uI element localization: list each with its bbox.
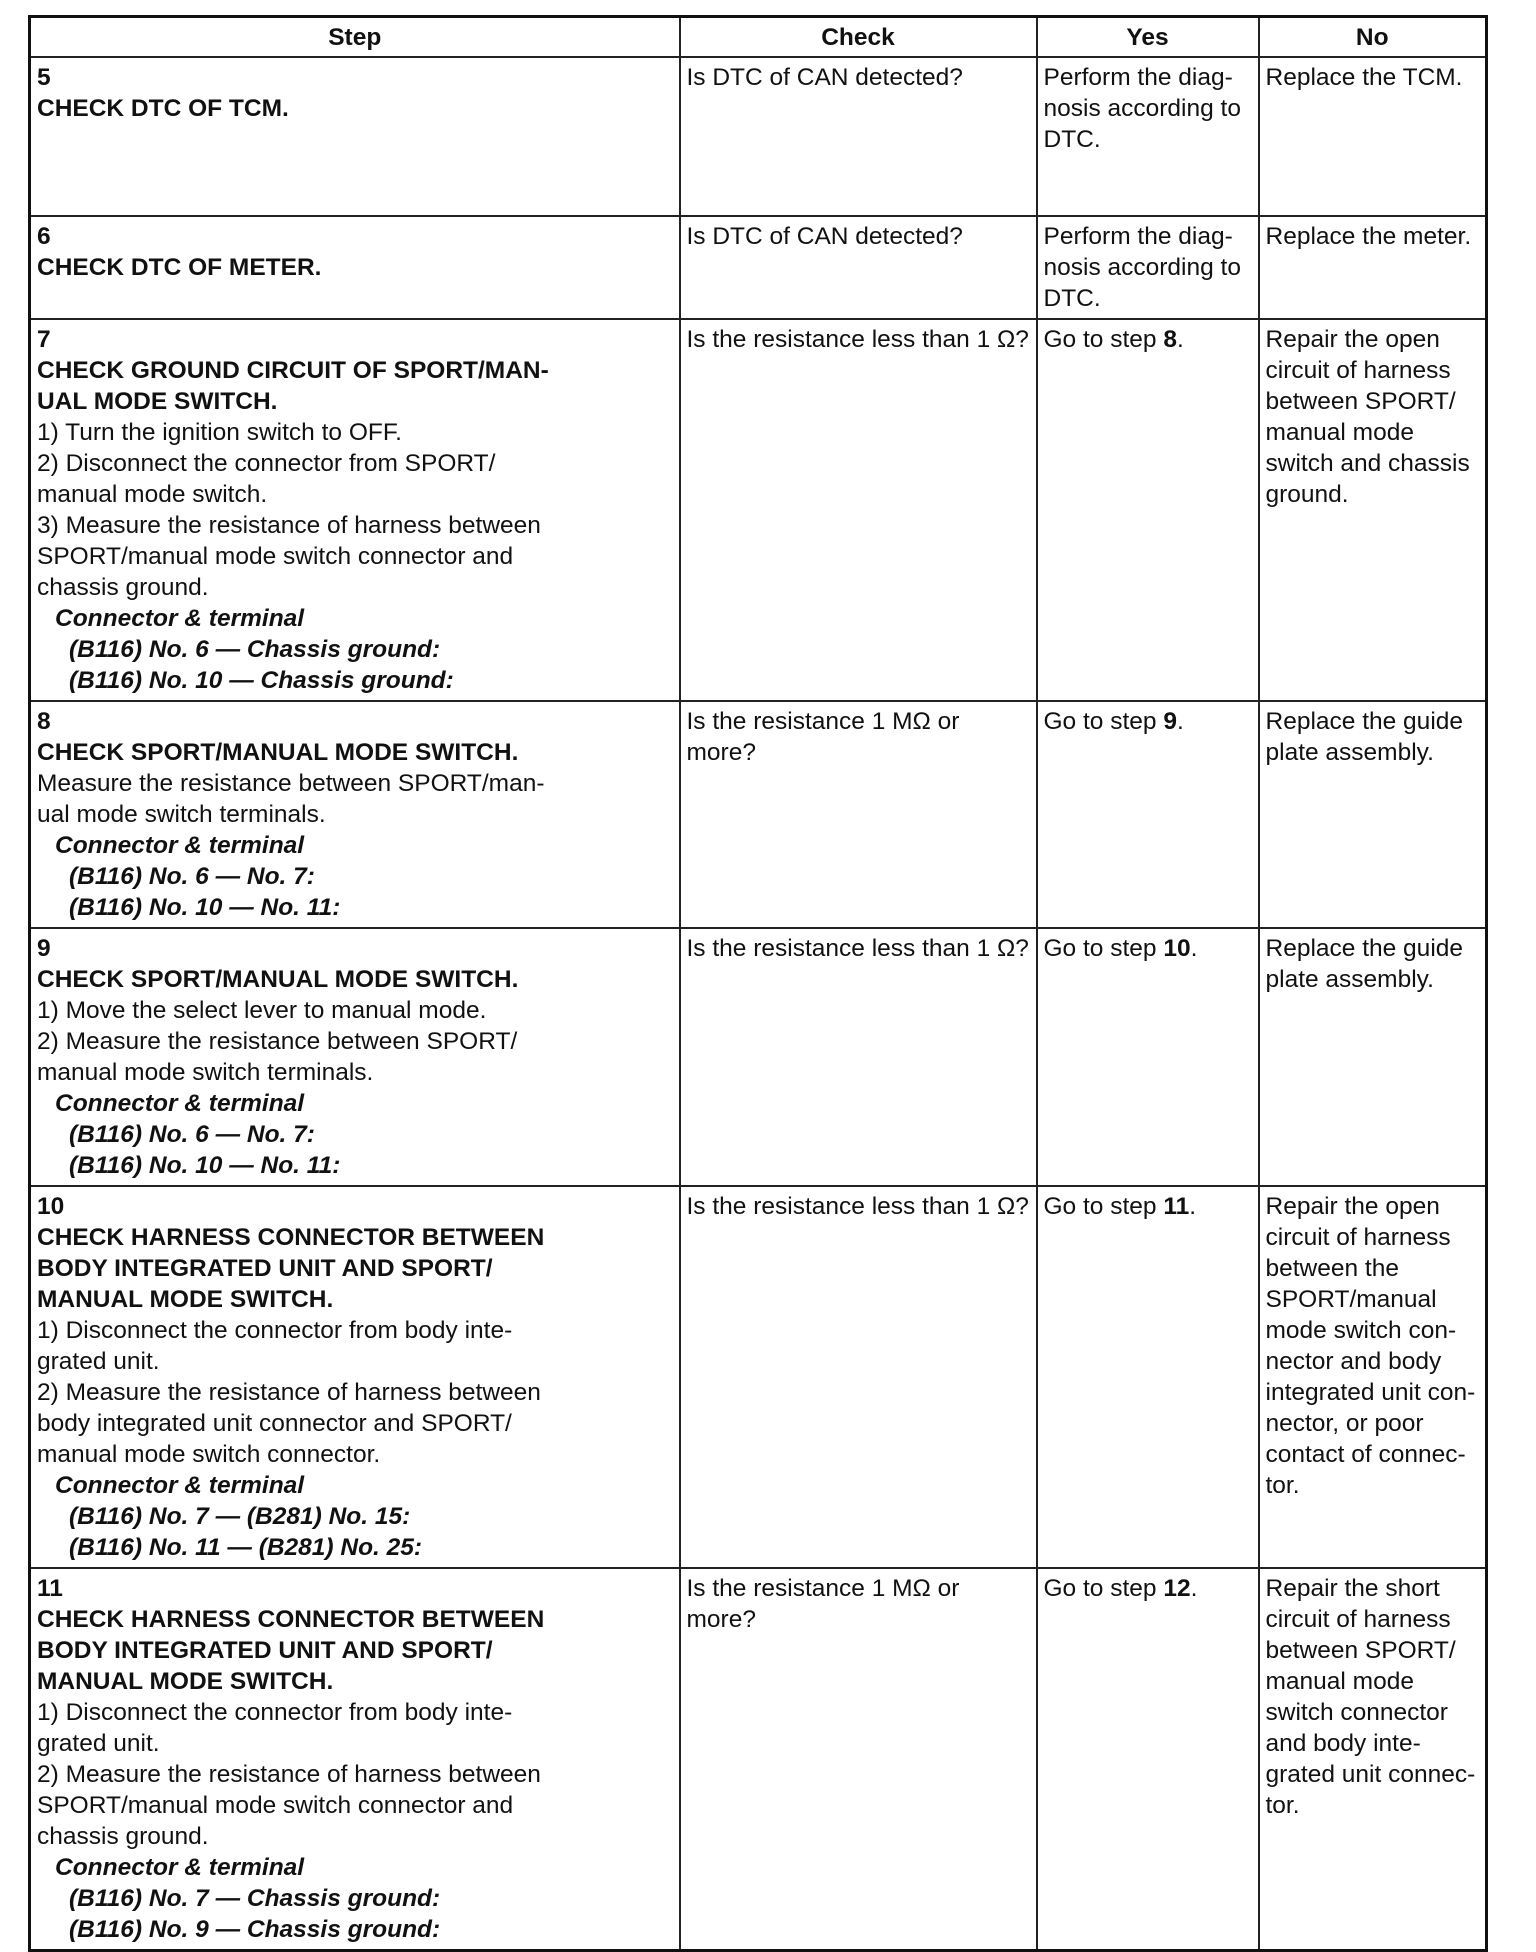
step-instruction: 2) Measure the resistance between SPORT/ manual mode switch terminals. <box>37 1028 518 1086</box>
step-instruction: 1) Move the select lever to manual mode. <box>37 997 487 1024</box>
step-title: CHECK DTC OF TCM. <box>37 95 289 122</box>
no-cell: Repair the open circuit of harness between the SPORT/manual mode switch con-nector and body integrated unit con-nector, or poor contact of connec-tor. <box>1259 1186 1487 1568</box>
yes-step-number: 11 <box>1163 1193 1190 1220</box>
yes-cell: Go to step 9. <box>1037 701 1259 928</box>
step-title: CHECK SPORT/MANUAL MODE SWITCH. <box>37 966 519 993</box>
table-row <box>30 928 1487 1186</box>
yes-text: Go to step <box>1043 708 1164 735</box>
table-row <box>30 57 1487 216</box>
yes-step-number: 12 <box>1163 1575 1191 1602</box>
header-step: Step <box>30 17 680 58</box>
yes-text: Go to step <box>1043 1193 1164 1220</box>
yes-cell: Go to step 11. <box>1037 1186 1259 1568</box>
yes-cell: Perform the diag-nosis according to DTC. <box>1037 57 1259 216</box>
step-instruction: 2) Measure the resistance of harness between SPORT/manual mode switch connector and chassis ground. <box>37 1761 541 1850</box>
step-number: 10 <box>37 1193 65 1220</box>
step-title: CHECK HARNESS CONNECTOR BETWEEN BODY INTEGRATED UNIT AND SPORT/ MANUAL MODE SWITCH. <box>37 1224 545 1313</box>
step-cell <box>30 1186 680 1568</box>
step-instruction: 2) Measure the resistance of harness between body integrated unit connector and SPORT/ manual mode switch connector. <box>37 1379 541 1468</box>
no-cell: Replace the guide plate assembly. <box>1259 928 1487 1186</box>
step-title: CHECK SPORT/MANUAL MODE SWITCH. <box>37 739 519 766</box>
step-number: 11 <box>37 1575 63 1602</box>
check-cell: Is DTC of CAN detected? <box>680 57 1037 216</box>
step-instruction: 1) Turn the ignition switch to OFF. <box>37 419 402 446</box>
step-instruction: 1) Disconnect the connector from body inte-grated unit. <box>37 1317 513 1375</box>
no-cell: Replace the TCM. <box>1259 57 1487 216</box>
connector-terminal: (B116) No. 10 — No. 11: <box>69 1152 341 1179</box>
connector-terminal: (B116) No. 11 — (B281) No. 25: <box>69 1534 423 1561</box>
connector-terminal: (B116) No. 7 — (B281) No. 15: <box>69 1503 411 1530</box>
yes-text: Go to step <box>1043 326 1164 353</box>
step-cell <box>30 701 680 928</box>
connector-heading: Connector & terminal <box>55 1090 305 1117</box>
yes-cell: Perform the diag-nosis according to DTC. <box>1037 216 1259 319</box>
yes-step-number: 9 <box>1163 708 1177 735</box>
diagnostic-table <box>28 15 1488 1952</box>
table-row <box>30 1568 1487 1951</box>
connector-terminal: (B116) No. 7 — Chassis ground: <box>69 1885 441 1912</box>
step-cell <box>30 928 680 1186</box>
step-instruction: 2) Disconnect the connector from SPORT/ manual mode switch. <box>37 450 496 508</box>
connector-heading: Connector & terminal <box>55 1472 305 1499</box>
connector-heading: Connector & terminal <box>55 605 305 632</box>
step-cell <box>30 216 680 319</box>
check-cell: Is the resistance less than 1 Ω? <box>680 319 1037 701</box>
connector-terminal: (B116) No. 6 — No. 7: <box>69 1121 315 1148</box>
step-number: 8 <box>37 708 51 735</box>
check-cell: Is the resistance 1 MΩ or more? <box>680 701 1037 928</box>
header-row <box>30 17 1487 58</box>
connector-heading: Connector & terminal <box>55 1854 305 1881</box>
header-check: Check <box>680 17 1037 58</box>
check-cell: Is the resistance 1 MΩ or more? <box>680 1568 1037 1951</box>
step-instruction: Measure the resistance between SPORT/man-ual mode switch terminals. <box>37 770 545 828</box>
check-cell: Is the resistance less than 1 Ω? <box>680 1186 1037 1568</box>
step-title: CHECK GROUND CIRCUIT OF SPORT/MAN-UAL MODE SWITCH. <box>37 357 549 415</box>
connector-terminal: (B116) No. 6 — No. 7: <box>69 863 315 890</box>
yes-text: Go to step <box>1043 1575 1164 1602</box>
table-row <box>30 701 1487 928</box>
connector-terminal: (B116) No. 10 — No. 11: <box>69 894 341 921</box>
header-no: No <box>1259 17 1487 58</box>
table-row <box>30 319 1487 701</box>
yes-step-number: 8 <box>1163 326 1177 353</box>
connector-terminal: (B116) No. 9 — Chassis ground: <box>69 1916 441 1943</box>
yes-cell: Go to step 8. <box>1037 319 1259 701</box>
yes-cell: Go to step 12. <box>1037 1568 1259 1951</box>
step-number: 7 <box>37 326 51 353</box>
header-yes: Yes <box>1037 17 1259 58</box>
no-cell: Replace the guide plate assembly. <box>1259 701 1487 928</box>
yes-step-number: 10 <box>1163 935 1191 962</box>
step-cell <box>30 319 680 701</box>
connector-heading: Connector & terminal <box>55 832 305 859</box>
table-row <box>30 1186 1487 1568</box>
step-number: 9 <box>37 935 51 962</box>
yes-text: Go to step <box>1043 935 1164 962</box>
step-instruction: 3) Measure the resistance of harness between SPORT/manual mode switch connector and chassis ground. <box>37 512 541 601</box>
step-instruction: 1) Disconnect the connector from body inte-grated unit. <box>37 1699 513 1757</box>
connector-terminal: (B116) No. 6 — Chassis ground: <box>69 636 441 663</box>
step-title: CHECK HARNESS CONNECTOR BETWEEN BODY INTEGRATED UNIT AND SPORT/ MANUAL MODE SWITCH. <box>37 1606 545 1695</box>
step-cell <box>30 1568 680 1951</box>
step-cell <box>30 57 680 216</box>
connector-terminal: (B116) No. 10 — Chassis ground: <box>69 667 454 694</box>
check-cell: Is the resistance less than 1 Ω? <box>680 928 1037 1186</box>
no-cell: Repair the open circuit of harness between SPORT/ manual mode switch and chassis ground. <box>1259 319 1487 701</box>
no-cell: Replace the meter. <box>1259 216 1487 319</box>
no-cell: Repair the short circuit of harness between SPORT/ manual mode switch connector and body inte-grated unit connec-tor. <box>1259 1568 1487 1951</box>
step-title: CHECK DTC OF METER. <box>37 254 322 281</box>
step-number: 5 <box>37 64 51 91</box>
yes-cell: Go to step 10. <box>1037 928 1259 1186</box>
check-cell: Is DTC of CAN detected? <box>680 216 1037 319</box>
step-number: 6 <box>37 223 51 250</box>
table-row <box>30 216 1487 319</box>
